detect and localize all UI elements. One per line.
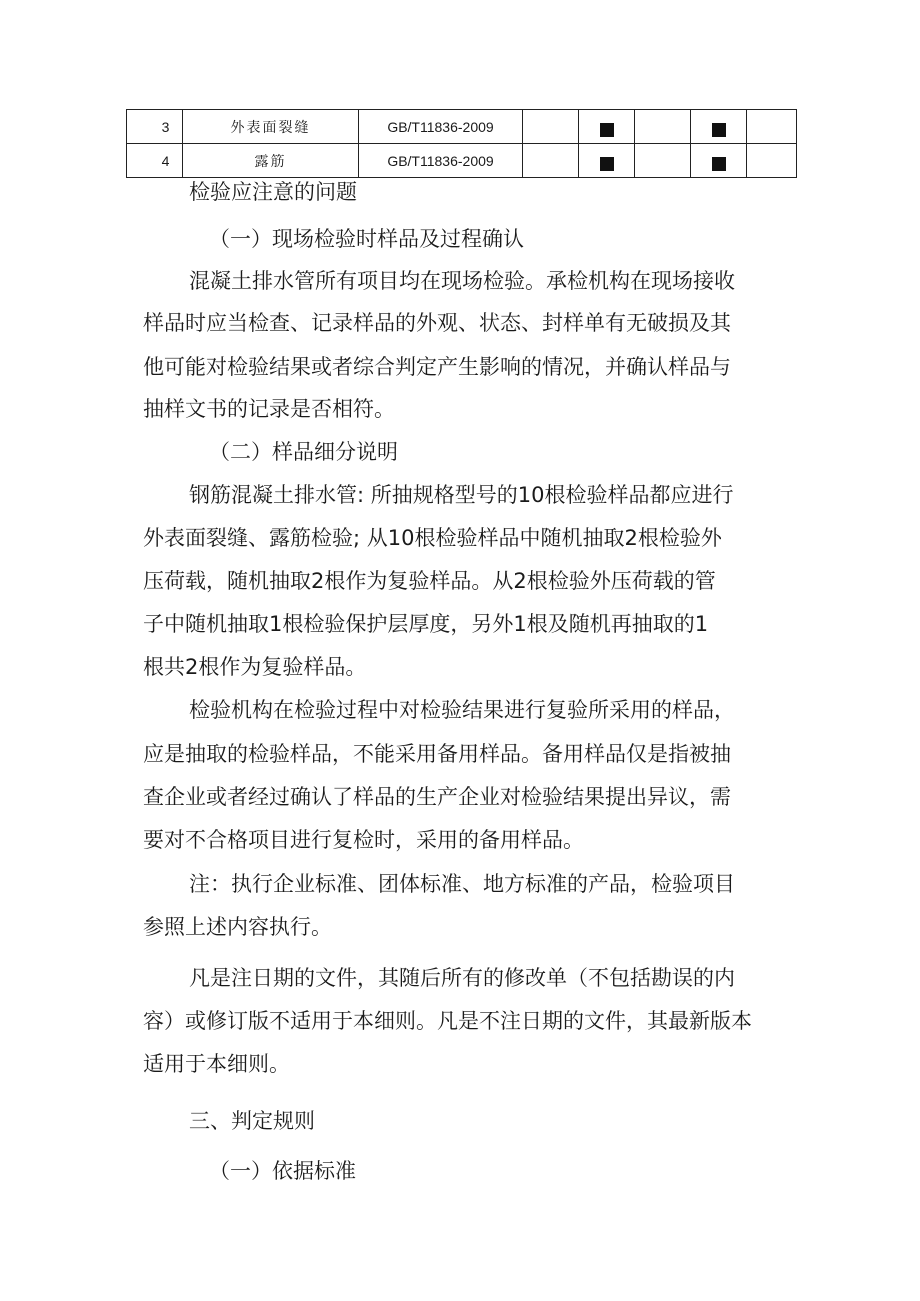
paragraph-line: 应是抽取的检验样品，不能采用备用样品。备用样品仅是指被抽: [143, 742, 731, 766]
paragraph-line: 外表面裂缝、露筋检验; 从10根检验样品中随机抽取2根检验外: [143, 526, 722, 550]
paragraph-line: 参照上述内容执行。: [143, 915, 332, 939]
mark-cell: [747, 110, 797, 144]
table-body: [127, 110, 797, 178]
row-number: 3: [127, 110, 183, 144]
filled-square-icon: [600, 123, 614, 137]
paragraph-line: 钢筋混凝土排水管: 所抽规格型号的10根检验样品都应进行: [189, 483, 734, 507]
paragraph-line: 要对不合格项目进行复检时，采用的备用样品。: [143, 828, 584, 852]
paragraph-line: 抽样文书的记录是否相符。: [143, 397, 395, 421]
paragraph-line: 子中随机抽取1根检验保护层厚度，另外1根及随机再抽取的1: [143, 612, 709, 636]
inspection-item: 露筋: [183, 144, 359, 178]
mark-cell: [579, 110, 635, 144]
mark-cell: [523, 110, 579, 144]
row-number: 4: [127, 144, 183, 178]
paragraph-line: 查企业或者经过确认了样品的生产企业对检验结果提出异议，需: [143, 785, 731, 809]
standard-code: GB/T11836-2009: [359, 110, 523, 144]
paragraph-line: 注：执行企业标准、团体标准、地方标准的产品，检验项目: [189, 872, 735, 896]
inspection-item: 外表面裂缝: [183, 110, 359, 144]
mark-cell: [635, 144, 691, 178]
standard-code: GB/T11836-2009: [359, 144, 523, 178]
filled-square-icon: [600, 157, 614, 171]
mark-cell: [747, 144, 797, 178]
paragraph-line: 样品时应当检查、记录样品的外观、状态、封样单有无破损及其: [143, 311, 731, 335]
mark-cell: [691, 110, 747, 144]
subheading-basis: （一）依据标准: [209, 1159, 356, 1183]
paragraph-line: 凡是注日期的文件，其随后所有的修改单（不包括勘误的内: [189, 966, 735, 990]
paragraph-line: 容）或修订版不适用于本细则。凡是不注日期的文件，其最新版本: [143, 1009, 752, 1033]
mark-cell: [579, 144, 635, 178]
paragraph-line: 他可能对检验结果或者综合判定产生影响的情况，并确认样品与: [143, 355, 731, 379]
mark-cell: [523, 144, 579, 178]
paragraph-line: 压荷载，随机抽取2根作为复验样品。从2根检验外压荷载的管: [143, 569, 716, 593]
heading-notes: 检验应注意的问题: [189, 180, 357, 204]
table-row: [127, 110, 797, 144]
subheading-sample-detail: （二）样品细分说明: [209, 440, 398, 464]
section-heading-judgment: 三、判定规则: [189, 1109, 315, 1133]
mark-cell: [635, 110, 691, 144]
paragraph-line: 适用于本细则。: [143, 1052, 290, 1076]
mark-cell: [691, 144, 747, 178]
paragraph-line: 混凝土排水管所有项目均在现场检验。承检机构在现场接收: [189, 269, 735, 293]
filled-square-icon: [712, 157, 726, 171]
paragraph-line: 根共2根作为复验样品。: [143, 655, 367, 679]
table-row: [127, 144, 797, 178]
subheading-onsite: （一）现场检验时样品及过程确认: [209, 227, 524, 251]
paragraph-line: 检验机构在检验过程中对检验结果进行复验所采用的样品，: [189, 698, 735, 722]
inspection-items-table: [126, 109, 797, 178]
filled-square-icon: [712, 123, 726, 137]
